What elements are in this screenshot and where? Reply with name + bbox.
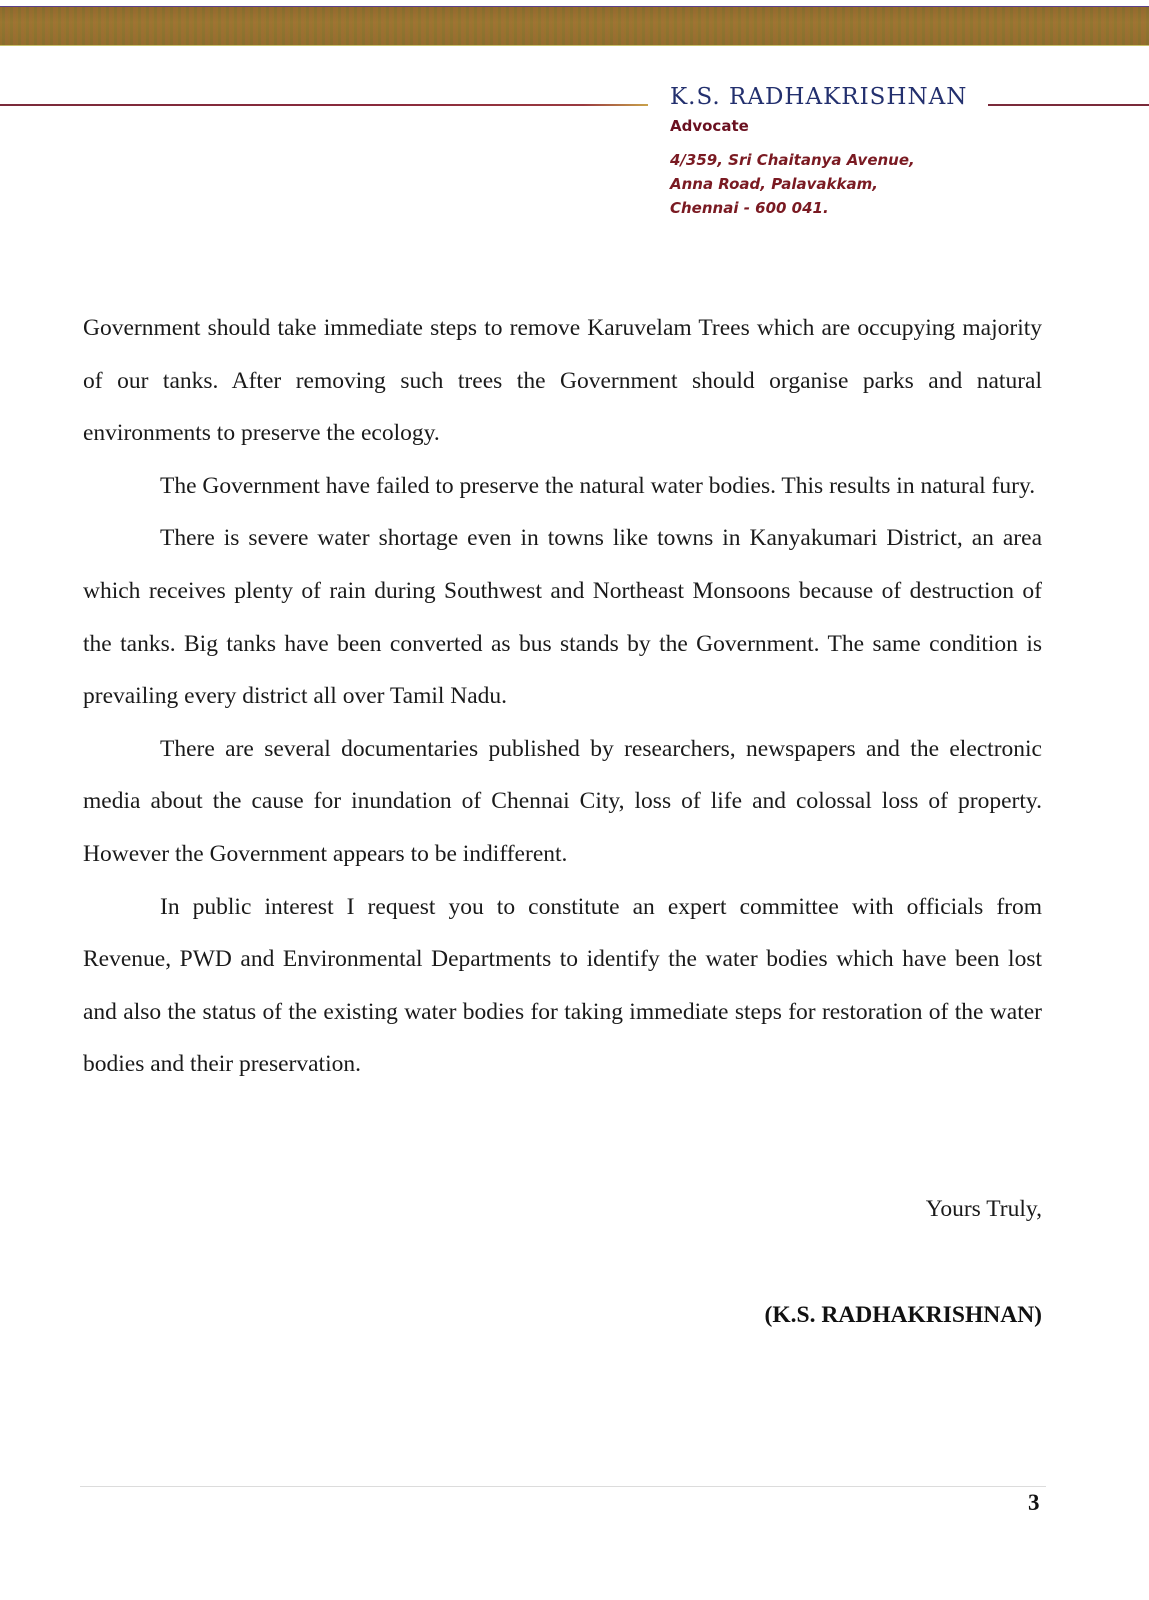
footer-divider <box>80 1486 1046 1487</box>
closing-salutation: Yours Truly, <box>925 1196 1042 1222</box>
paragraph: There is severe water shortage even in towns like towns in Kanyakumari District, an area which receives plenty of rain during Southwest and Northeast Monsoons because of destruction of the tanks. Big tanks have been converted as bus stands by the Government. The same condition is prevailing every district all over Tamil Nadu. <box>83 525 1042 710</box>
signature-name: (K.S. RADHAKRISHNAN) <box>764 1302 1042 1328</box>
letterhead-address <box>670 148 915 220</box>
paragraph: There are several documentaries published by researchers, newspapers and the electronic media about the cause for inundation of Chennai City, loss of life and colossal loss of property. However the Government appears to be indifferent. <box>83 735 1042 867</box>
paragraph: The Government have failed to preserve the natural water bodies. This results in natural fury. <box>160 472 1036 499</box>
letterhead-name: K.S. RADHAKRISHNAN <box>670 84 968 110</box>
address-line: Anna Road, Palavakkam, <box>670 175 878 193</box>
paragraph: In public interest I request you to constitute an expert committee with officials from Revenue, PWD and Environmental Departments to identify the water bodies which have been lost and also the status of the existing water bodies for taking immediate steps for restoration of the water bodies and their preservation. <box>83 893 1042 1078</box>
letterhead-rule-left <box>0 104 648 106</box>
address-line: 4/359, Sri Chaitanya Avenue, <box>670 151 915 169</box>
letterhead-decorative-band <box>0 6 1149 46</box>
address-line: Chennai - 600 041. <box>670 199 829 217</box>
letterhead-title: Advocate <box>670 117 749 135</box>
letterhead-rule-right <box>988 104 1149 106</box>
page-number: 3 <box>1028 1490 1040 1515</box>
paragraph: Government should take immediate steps to remove Karuvelam Trees which are occupying majority of our tanks. After removing such trees the Government should organise parks and natural environments to preserve the ecology. <box>83 315 1042 447</box>
letter-body <box>83 302 1042 1091</box>
